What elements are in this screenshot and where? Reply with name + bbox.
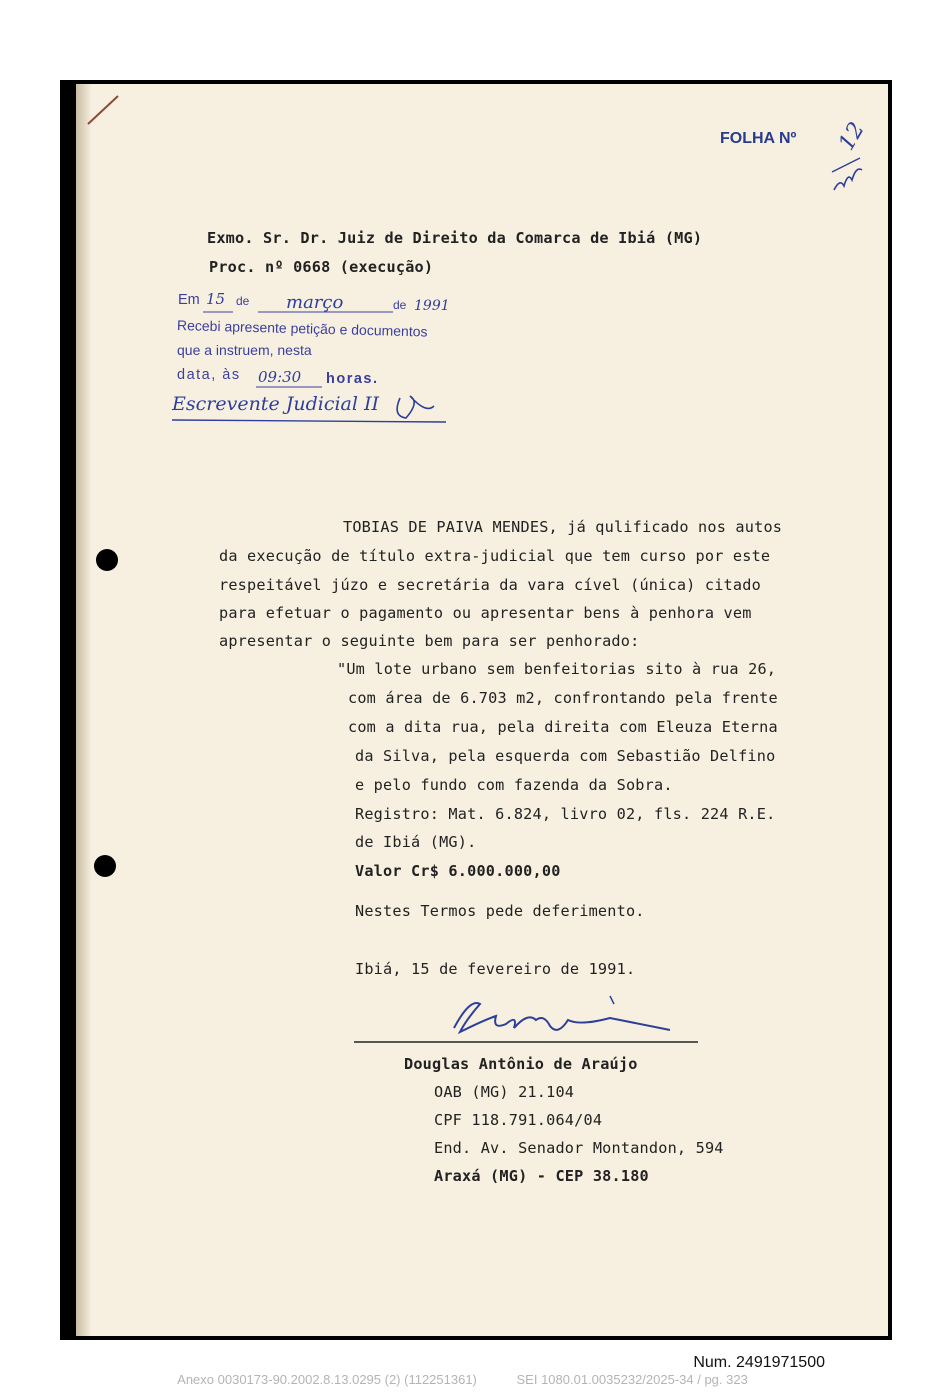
body-line-5: apresentar o seguinte bem para ser penhorado: — [219, 632, 640, 650]
stamp-de-1: de — [236, 294, 250, 308]
pencil-mark — [86, 92, 126, 128]
place-date-line: Ibiá, 15 de fevereiro de 1991. — [355, 960, 636, 978]
stamp-instruct-line: que a instruem, nesta — [177, 342, 312, 358]
signature-line — [354, 1041, 700, 1045]
page-edge-shadow — [76, 84, 92, 1336]
stamp-em: Em — [178, 292, 200, 308]
lawyer-name: Douglas Antônio de Araújo — [404, 1055, 638, 1073]
stamp-clerk-flourish — [170, 392, 450, 428]
stamp-time-line — [256, 386, 326, 389]
lawyer-oab: OAB (MG) 21.104 — [434, 1083, 575, 1101]
punch-hole — [94, 855, 116, 877]
stamp-day: 15 — [206, 290, 226, 308]
stamp-clerk-signature: Escrevente Judicial II — [172, 393, 379, 415]
valor-line: Valor Cr$ 6.000.000,00 — [355, 862, 561, 880]
registry-line-2: de Ibiá (MG). — [355, 833, 477, 851]
quote-line-1: "Um lote urbano sem benfeitorias sito à rua 26, — [337, 660, 777, 678]
folha-number: 12 — [834, 118, 870, 155]
stamp-de-2: de — [393, 298, 407, 312]
registry-line-1: Registro: Mat. 6.824, livro 02, fls. 224 R.E. — [355, 805, 776, 823]
folha-label: FOLHA Nº — [720, 130, 797, 147]
quote-line-4: da Silva, pela esquerda com Sebastião Delfino — [355, 747, 776, 765]
stamp-time: 09:30 — [258, 368, 302, 386]
stamp-hours-label: horas. — [326, 371, 379, 387]
document-number: Num. 2491971500 — [693, 1354, 825, 1371]
stamp-year: 1991 — [414, 298, 450, 314]
closing-line: Nestes Termos pede deferimento. — [355, 902, 645, 920]
stamp-month: março — [286, 292, 344, 313]
addressee-line: Exmo. Sr. Dr. Juiz de Direito da Comarca de Ibiá (MG) — [207, 229, 703, 247]
body-line-4: para efetuar o pagamento ou apresentar bens à penhora vem — [219, 604, 752, 622]
lawyer-address: End. Av. Senador Montandon, 594 — [434, 1139, 724, 1157]
sei-reference: SEI 1080.01.0035232/2025-34 / pg. 323 — [516, 1372, 748, 1387]
stamp-date-line — [203, 311, 423, 315]
body-line-1: TOBIAS DE PAIVA MENDES, já qulificado nos autos — [343, 518, 783, 536]
body-line-2: da execução de título extra-judicial que tem curso por este — [219, 547, 771, 565]
footer-reference — [0, 1372, 925, 1387]
quote-line-2: com área de 6.703 m2, confrontando pela frente — [348, 689, 778, 707]
lawyer-city: Araxá (MG) - CEP 38.180 — [434, 1167, 649, 1185]
stamp-received-line: Recebi apresente petição e documentos — [176, 317, 428, 340]
lawyer-cpf: CPF 118.791.064/04 — [434, 1111, 603, 1129]
annex-reference: Anexo 0030173-90.2002.8.13.0295 (2) (112251361) — [177, 1372, 477, 1387]
stamp-data-label: data, às — [177, 367, 241, 383]
quote-line-5: e pelo fundo com fazenda da Sobra. — [355, 776, 673, 794]
punch-hole — [96, 549, 118, 571]
quote-line-3: com a dita rua, pela direita com Eleuza Eterna — [348, 718, 778, 736]
folha-initials — [830, 150, 870, 195]
body-line-3: respeitável júzo e secretária da vara cível (única) citado — [219, 576, 761, 594]
process-number: Proc. nº 0668 (execução) — [209, 258, 434, 276]
